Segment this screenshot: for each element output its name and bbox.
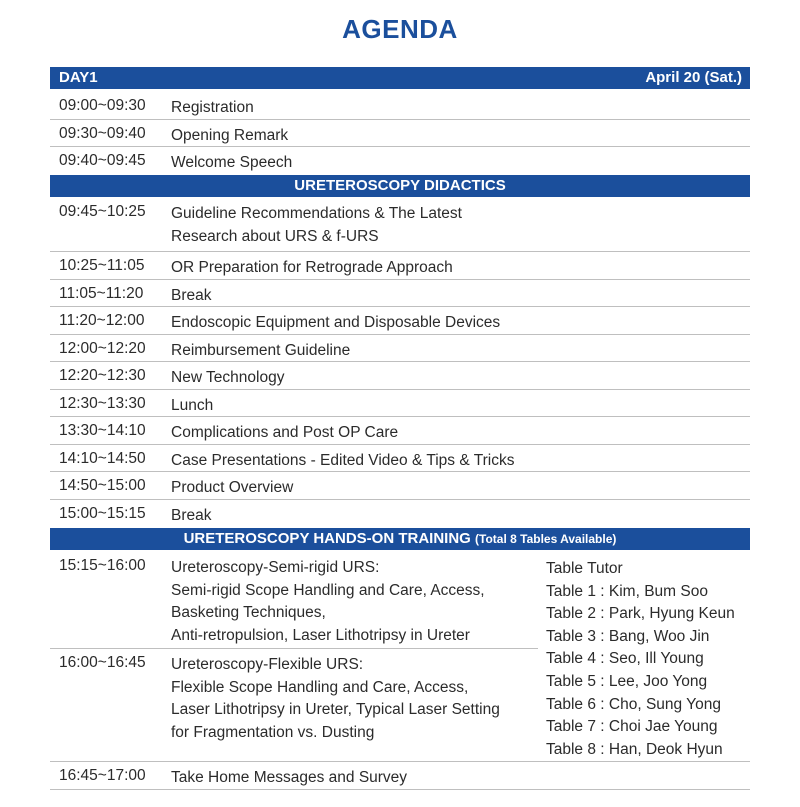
- topic: [171, 97, 254, 120]
- tutor-item: Table 5 : Lee, Joo Yong: [546, 672, 708, 690]
- agenda-row: [50, 280, 750, 307]
- time-slot: 12:30~13:30: [59, 395, 146, 412]
- time-slot: 13:30~14:10: [59, 422, 146, 439]
- section-handson-bar: [50, 528, 750, 550]
- topic: [171, 395, 213, 418]
- topic-line: Laser Lithotripsy in Ureter, Typical Laser Setting: [171, 701, 500, 718]
- topic: [171, 422, 398, 445]
- topic-line: Endoscopic Equipment and Disposable Devices: [171, 314, 501, 331]
- topic-line: Flexible Scope Handling and Care, Access,: [171, 678, 469, 696]
- agenda-row: [50, 472, 750, 500]
- topic-line: Ureteroscopy-Flexible URS:: [171, 656, 364, 673]
- tutor-item: Table 4 : Seo, Ill Young: [546, 650, 704, 668]
- section-title-main: URETEROSCOPY HANDS-ON TRAINING: [183, 530, 471, 547]
- day-header-bar: [50, 67, 750, 89]
- tutor-heading: Table Tutor: [546, 560, 623, 577]
- topic-line: Opening Remark: [171, 127, 289, 144]
- topic: [171, 557, 485, 647]
- time-slot: 10:25~11:05: [59, 257, 145, 274]
- topic: [171, 477, 293, 500]
- topic-line: Complications and Post OP Care: [171, 424, 399, 441]
- time-slot: 15:00~15:15: [59, 505, 146, 522]
- time-slot: 16:00~16:45: [59, 654, 146, 671]
- topic-line: OR Preparation for Retrograde Approach: [171, 259, 453, 276]
- topic-line: Basketing Techniques,: [171, 604, 326, 621]
- time-slot: 14:50~15:00: [59, 477, 146, 494]
- tutor-item: Table 7 : Choi Jae Young: [546, 718, 718, 736]
- section-title: URETEROSCOPY DIDACTICS: [294, 177, 506, 194]
- time-slot: 09:45~10:25: [59, 203, 146, 220]
- tutor-item: Table 8 : Han, Deok Hyun: [546, 740, 723, 758]
- agenda-row: [50, 198, 750, 252]
- topic-line: Guideline Recommendations & The Latest: [171, 205, 462, 222]
- topic-line: Break: [171, 507, 212, 524]
- agenda-row: [50, 762, 750, 790]
- topic-line: Registration: [171, 99, 254, 116]
- topic-line: Take Home Messages and Survey: [171, 769, 408, 786]
- section-didactics-bar: [50, 175, 750, 197]
- time-slot: 09:00~09:30: [59, 97, 146, 114]
- time-slot: 09:40~09:45: [59, 152, 146, 169]
- time-slot: 15:15~16:00: [59, 557, 146, 574]
- topic-line: Semi-rigid Scope Handling and Care, Access,: [171, 581, 485, 599]
- agenda-row: [50, 307, 750, 335]
- time-slot: 11:20~12:00: [59, 312, 145, 329]
- time-slot: 12:00~12:20: [59, 340, 146, 357]
- agenda-row: [50, 335, 750, 362]
- topic-line: Ureteroscopy-Semi-rigid URS:: [171, 559, 380, 576]
- agenda-row: [50, 500, 750, 527]
- time-slot: 11:05~11:20: [59, 285, 144, 302]
- time-slot: 14:10~14:50: [59, 450, 146, 467]
- topic-line: Case Presentations - Edited Video & Tips & Tricks: [171, 452, 515, 469]
- tutor-item: Table 2 : Park, Hyung Keun: [546, 605, 735, 623]
- topic: [171, 367, 284, 390]
- topic-line: Product Overview: [171, 479, 294, 496]
- topic-line: New Technology: [171, 369, 285, 386]
- tutor-item: Table 3 : Bang, Woo Jin: [546, 627, 710, 645]
- topic: [171, 654, 500, 744]
- topic: [171, 285, 212, 308]
- topic: [171, 340, 350, 363]
- agenda-row: [50, 252, 750, 280]
- topic: [171, 767, 407, 790]
- page-title: AGENDA: [342, 14, 458, 44]
- day-label: DAY1: [59, 69, 98, 86]
- time-slot: 09:30~09:40: [59, 125, 146, 142]
- topic: [171, 257, 453, 280]
- date-label: April 20 (Sat.): [645, 69, 742, 86]
- topic: [171, 505, 212, 528]
- tutor-item: Table 6 : Cho, Sung Yong: [546, 695, 721, 713]
- agenda-row: [50, 390, 750, 417]
- agenda-row: [50, 445, 750, 472]
- topic-line: for Fragmentation vs. Dusting: [171, 723, 375, 741]
- topic: [171, 203, 462, 248]
- topic-line: Lunch: [171, 397, 214, 414]
- section-title: [50, 530, 750, 547]
- topic: [171, 152, 292, 175]
- agenda-row: [50, 362, 750, 390]
- topic: [171, 450, 514, 473]
- topic-line: Reimbursement Guideline: [171, 342, 351, 359]
- agenda-row: [50, 92, 750, 120]
- topic-line: Break: [171, 287, 212, 304]
- topic-line: Research about URS & f-URS: [171, 227, 379, 245]
- agenda-row: [50, 147, 750, 174]
- topic: [171, 125, 288, 148]
- topic-line: Welcome Speech: [171, 154, 293, 171]
- table-tutor-list: [546, 558, 735, 761]
- time-slot: 12:20~12:30: [59, 367, 146, 384]
- agenda-row: [50, 120, 750, 147]
- section-subtitle: (Total 8 Tables Available): [475, 532, 617, 546]
- time-slot: 16:45~17:00: [59, 767, 146, 784]
- topic-line: Anti-retropulsion, Laser Lithotripsy in Ureter: [171, 626, 470, 644]
- agenda-row: [50, 417, 750, 445]
- topic: [171, 312, 500, 335]
- tutor-item: Table 1 : Kim, Bum Soo: [546, 582, 708, 600]
